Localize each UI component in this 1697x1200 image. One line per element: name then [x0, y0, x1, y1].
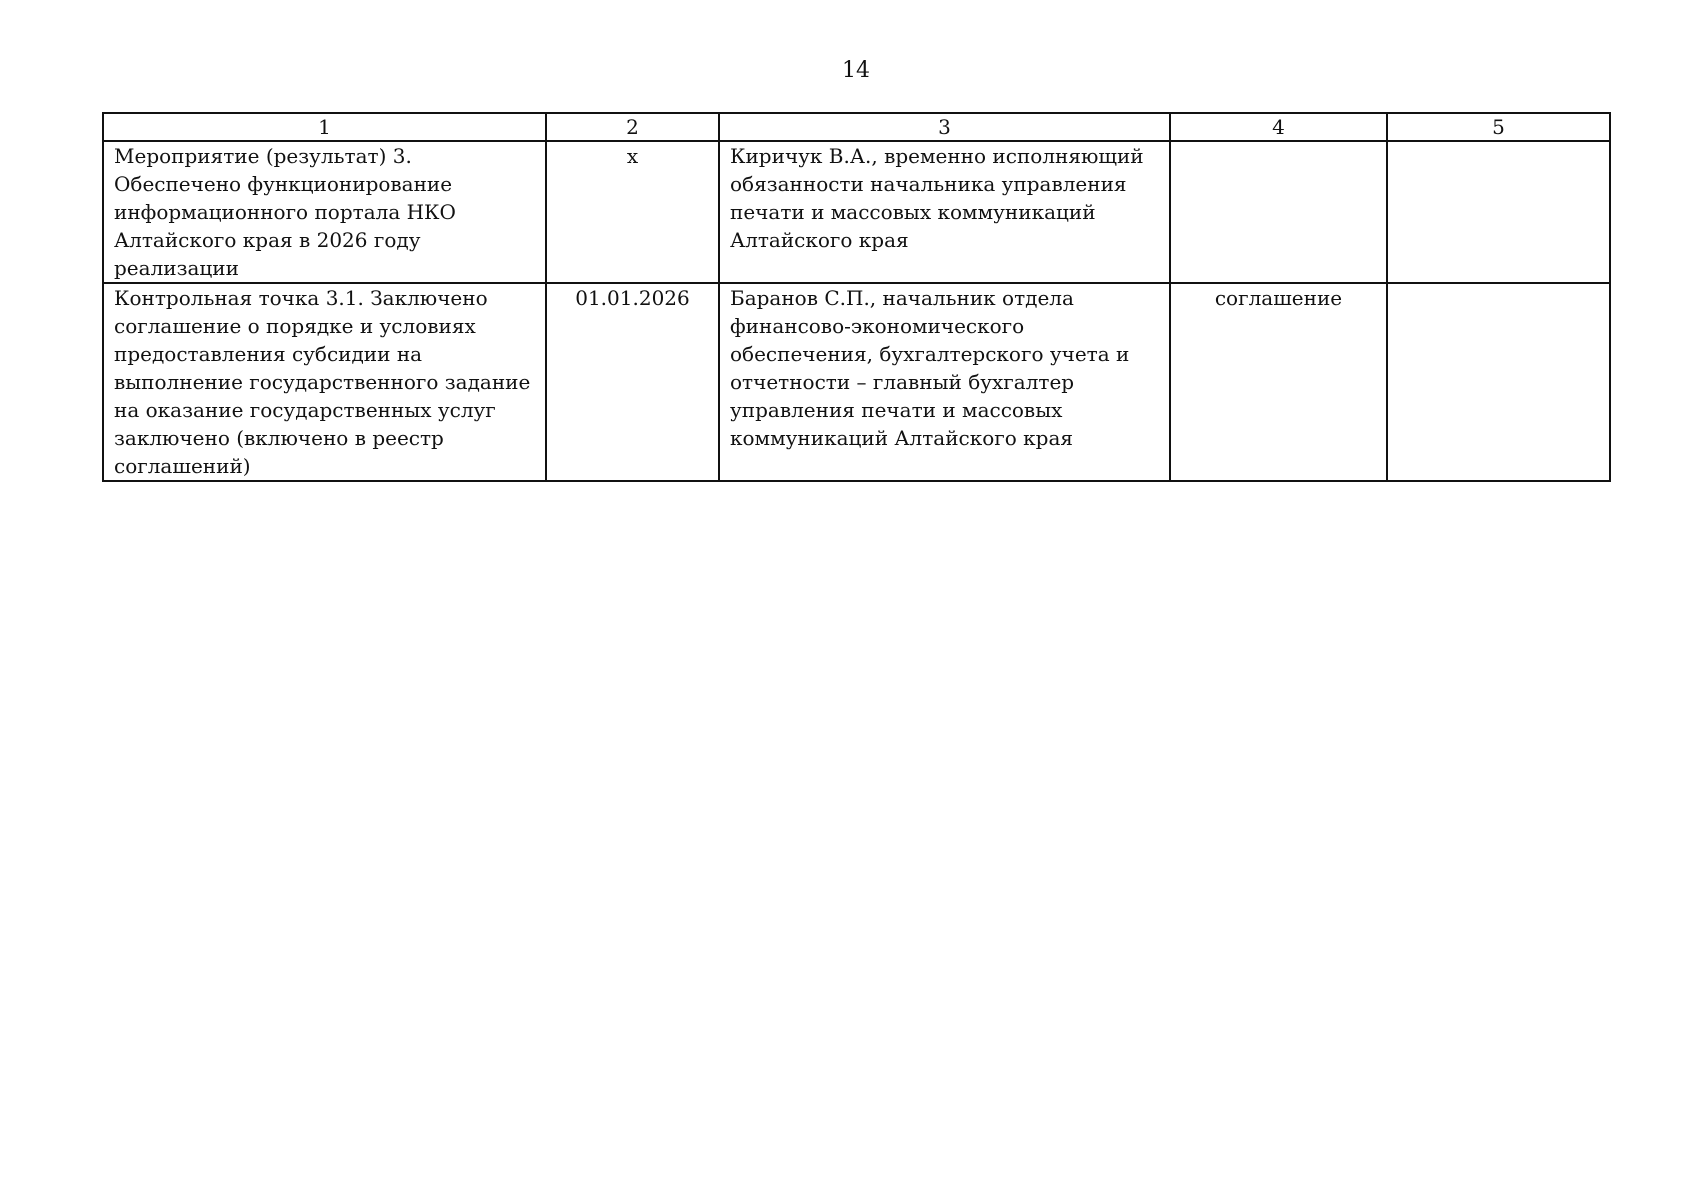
- column-header-2: 2: [546, 113, 719, 141]
- document-type-cell: соглашение: [1170, 283, 1387, 481]
- responsible-person-cell: Баранов С.П., начальник отдела финансово-экономического обеспечения, бухгалтерского учета и отчетности – главный бухгалтер управления печати и массовых коммуникаций Алтайского края: [719, 283, 1170, 481]
- event-description-cell: Контрольная точка 3.1. Заключено соглашение о порядке и условиях предоставления субсидии на выполнение государственного задание на оказание государственных услуг заключено (включено в реестр соглашений): [103, 283, 546, 481]
- table-row: [103, 141, 1610, 283]
- date-cell: 01.01.2026: [546, 283, 719, 481]
- date-cell: х: [546, 141, 719, 283]
- responsible-person-cell: Киричук В.А., временно исполняющий обязанности начальника управления печати и массовых коммуникаций Алтайского края: [719, 141, 1170, 283]
- column-5-cell: [1387, 141, 1610, 283]
- table-row: [103, 283, 1610, 481]
- column-5-cell: [1387, 283, 1610, 481]
- event-description-cell: Мероприятие (результат) 3. Обеспечено функционирование информационного портала НКО Алтайского края в 2026 году реализации: [103, 141, 546, 283]
- page-number: 14: [842, 58, 870, 83]
- column-header-3: 3: [719, 113, 1170, 141]
- column-header-5: 5: [1387, 113, 1610, 141]
- column-header-4: 4: [1170, 113, 1387, 141]
- document-type-cell: [1170, 141, 1387, 283]
- plan-table: [102, 112, 1611, 482]
- table-header-row: [103, 113, 1610, 141]
- column-header-1: 1: [103, 113, 546, 141]
